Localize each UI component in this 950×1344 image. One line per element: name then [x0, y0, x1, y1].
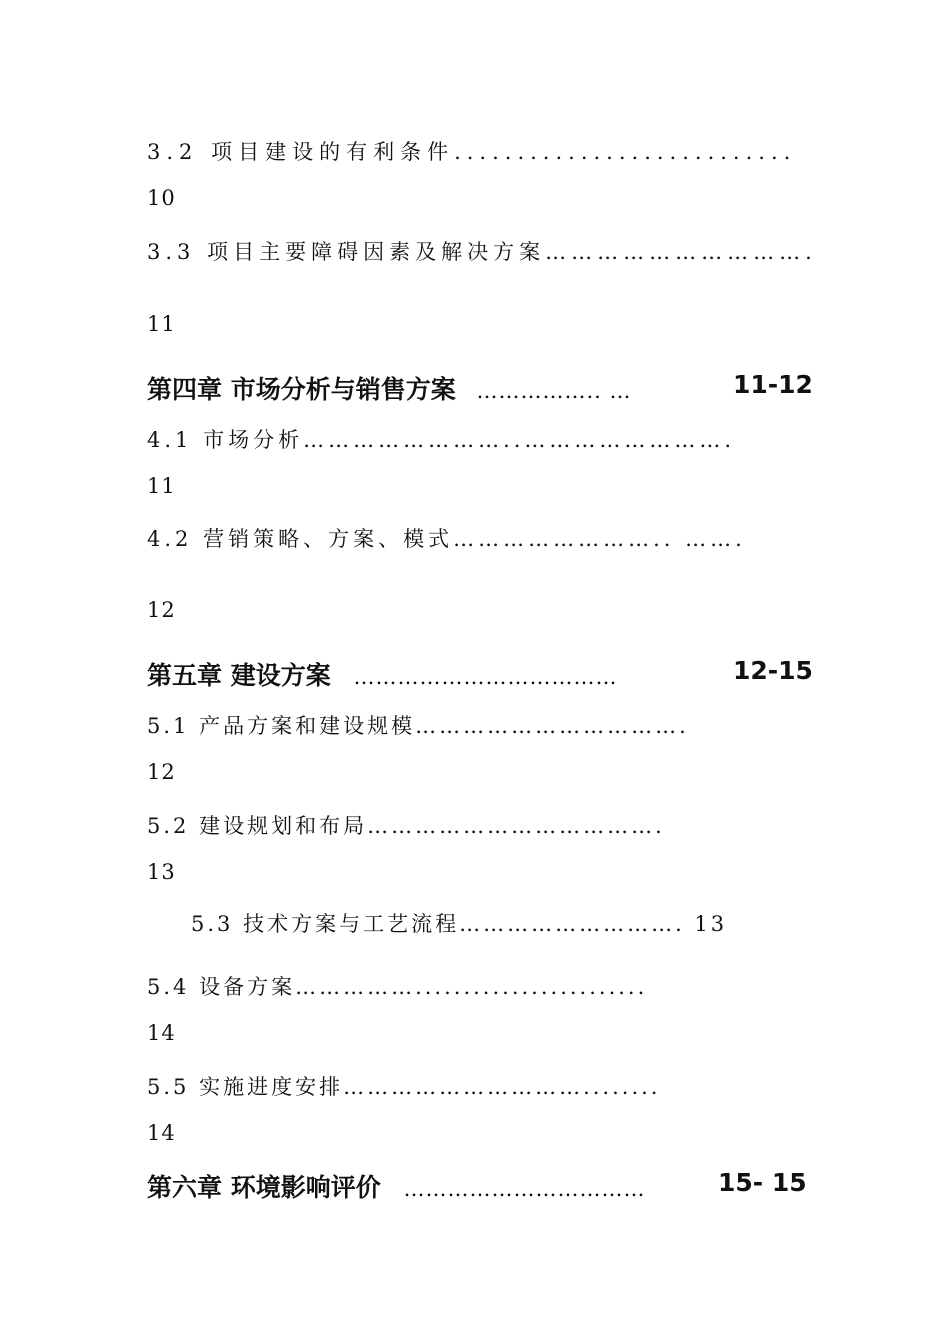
toc-page-3-2: 10: [147, 186, 176, 210]
chapter-5-title: 第五章 建设方案: [147, 661, 331, 690]
chapter-6-heading: [147, 1168, 645, 1204]
chapter-5-pages: 12-15: [733, 656, 813, 685]
toc-page-5-2: 13: [147, 860, 176, 884]
chapter-4-title: 第四章 市场分析与销售方案: [147, 375, 456, 404]
toc-page-4-1: 11: [147, 474, 176, 498]
toc-entry-5-4: 5.4 设备方案……………........................: [147, 975, 648, 999]
toc-page-3-3: 11: [147, 312, 176, 336]
toc-entry-5-2: 5.2 建设规划和布局……………………………….: [147, 814, 665, 838]
toc-entry-5-5: 5.5 实施进度安排…………………………........: [147, 1075, 661, 1099]
chapter-6-pages: 15- 15: [718, 1168, 807, 1197]
chapter-4-pages: 11-12: [733, 370, 813, 399]
chapter-5-heading: [147, 656, 617, 692]
toc-entry-4-2: 4.2 营销策略、方案、模式…………………….. …….: [147, 527, 746, 551]
toc-page-5-4: 14: [147, 1021, 176, 1045]
chapter-6-title: 第六章 环境影响评价: [147, 1173, 381, 1202]
chapter-5-leader: ………………………………: [353, 665, 618, 689]
chapter-6-leader: ……………………………: [403, 1177, 646, 1201]
toc-page-5-5: 14: [147, 1121, 176, 1145]
chapter-4-leader: …………….. …: [476, 379, 632, 403]
toc-entry-5-3: 5.3 技术方案与工艺流程………………………. 13: [191, 912, 728, 936]
toc-entry-3-3: 3.3 项目主要障碍因素及解决方案………………………….: [147, 240, 817, 264]
toc-entry-4-1: 4.1 市场分析……………………..…………………….: [147, 428, 736, 452]
toc-page-5-1: 12: [147, 760, 176, 784]
toc-entry-5-1: 5.1 产品方案和建设规模…………………………….: [147, 714, 689, 738]
toc-page-4-2: 12: [147, 598, 176, 622]
chapter-4-heading: [147, 370, 631, 406]
toc-entry-3-2: 3.2 项目建设的有利条件...........................: [147, 140, 797, 164]
